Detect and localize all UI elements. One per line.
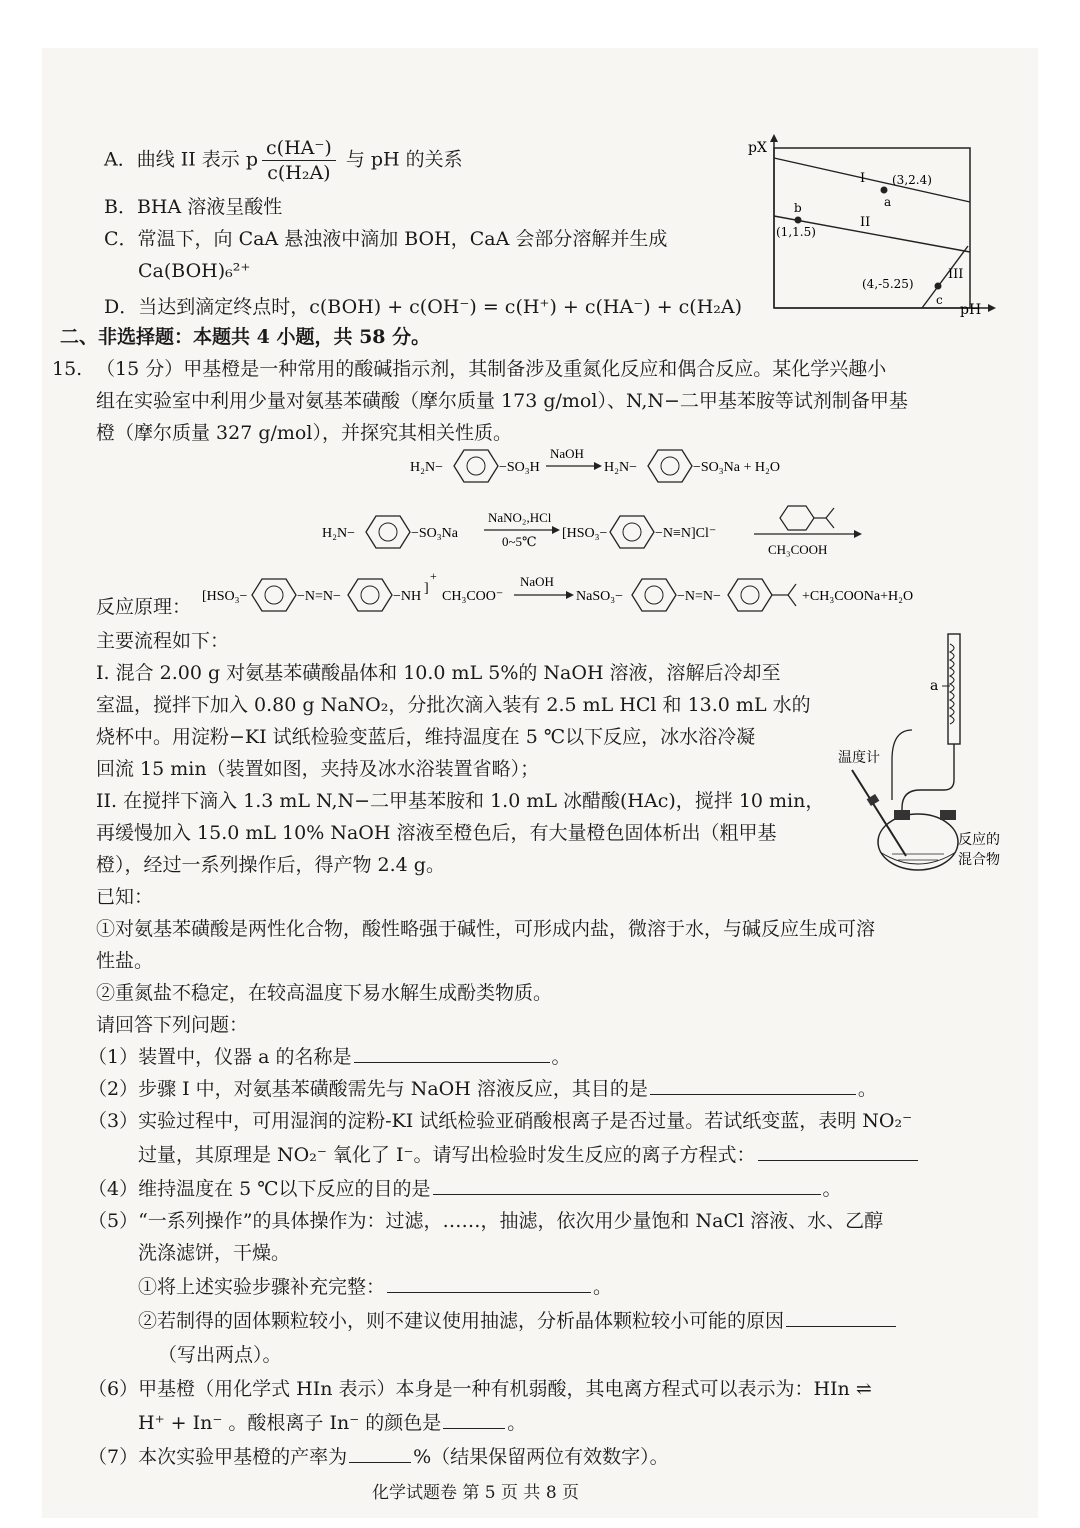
flask — [878, 814, 958, 870]
benzene-ring-inner-icon — [467, 457, 485, 475]
step2-line1: II. 在搅拌下滴入 1.3 mL N,N−二甲基苯胺和 1.0 mL 冰醋酸(HAc)，搅拌 10 min， — [96, 790, 825, 812]
question-6-line2 — [138, 1410, 526, 1436]
reaction-2 — [318, 504, 878, 560]
question-7-text: （7）本次实验甲基橙的产率为 — [88, 1446, 348, 1468]
r3-bracket: ] — [424, 581, 429, 596]
question-7 — [88, 1444, 669, 1470]
point-b-label: b — [794, 201, 802, 215]
r1-reagent: NaOH — [550, 446, 584, 461]
point-b-coord: (1,1.5) — [776, 225, 816, 239]
methyl-bond-line — [788, 595, 796, 606]
option-a — [104, 136, 463, 185]
answer-blank-6[interactable] — [443, 1410, 505, 1429]
question-4-end: 。 — [822, 1178, 842, 1200]
question-5-part2-text: ②若制得的固体颗粒较小，则不建议使用抽滤，分析晶体颗粒较小可能的原因 — [138, 1310, 785, 1332]
apparatus-label-a: a — [930, 678, 939, 694]
benzene-ring-inner-icon — [265, 586, 283, 604]
exam-page — [42, 48, 1038, 1518]
benzene-ring-icon — [454, 450, 498, 482]
benzene-ring-inner-icon — [379, 523, 397, 541]
benzene-ring-icon — [728, 579, 772, 611]
answer-blank-7[interactable] — [349, 1444, 411, 1463]
r1-right-amine: H₂N− — [604, 460, 637, 475]
question-2 — [88, 1076, 877, 1102]
option-a-prefix: A．曲线 II 表示 p — [104, 148, 259, 171]
question-3-line1: （3）实验过程中，可用湿润的淀粉-KI 试纸检验亚硝酸根离子是否过量。若试纸变蓝，表明 NO₂⁻ — [88, 1110, 913, 1132]
known-1-line1: ①对氨基苯磺酸是两性化合物，酸性略强于碱性，可形成内盐，微溶于水，与碱反应生成可溶 — [96, 918, 876, 940]
option-a-suffix: 与 pH 的关系 — [339, 148, 463, 171]
benzene-ring-inner-icon — [361, 586, 379, 604]
question-2-text: （2）步骤 I 中，对氨基苯磺酸需先与 NaOH 溶液反应，其目的是 — [88, 1078, 648, 1100]
question-5-part2 — [138, 1308, 898, 1334]
benzene-ring-icon — [252, 579, 296, 611]
point-c-coord: (4,-5.25) — [862, 277, 914, 291]
x-axis-label: pH — [960, 302, 982, 318]
point-b — [795, 217, 802, 224]
question-6-text: H⁺ + In⁻ 。酸根离子 In⁻ 的颜色是 — [138, 1412, 442, 1434]
q15-intro-3: 橙（摩尔质量 327 g/mol），并探究其相关性质。 — [96, 422, 512, 444]
flask-neck-stopper — [940, 810, 956, 820]
question-2-end: 。 — [857, 1078, 877, 1100]
benzene-ring-icon — [610, 516, 654, 548]
r3-hso3: [HSO₃− — [202, 589, 248, 604]
r1-left-amine: H₂N− — [410, 460, 443, 475]
option-c-line2: Ca(BOH)₆²⁺ — [138, 260, 251, 282]
option-d: D．当达到滴定终点时，c(BOH) + c(OH⁻) = c(H⁺) + c(HA⁻) + c(H₂A) — [104, 296, 743, 318]
q15-intro-2: 组在实验室中利用少量对氨基苯磺酸（摩尔质量 173 g/mol）、N,N−二甲基苯胺等试剂制备甲基 — [96, 390, 908, 412]
benzene-ring-inner-icon — [623, 523, 641, 541]
r3-nh: −NH — [393, 589, 422, 604]
r3-charge: + — [430, 569, 437, 583]
fraction-denominator: c(H₂A) — [267, 162, 331, 184]
fraction-numerator: c(HA⁻) — [262, 136, 336, 161]
benzene-ring-icon — [348, 579, 392, 611]
thermometer-label: 温度计 — [838, 750, 880, 766]
question-5-line1: （5）“一系列操作”的具体操作为：过滤，……，抽滤，依次用少量饱和 NaCl 溶液、水、乙醇 — [88, 1210, 884, 1232]
question-3-text: 过量，其原理是 NO₂⁻ 氧化了 I⁻。请写出检验时发生反应的离子方程式： — [138, 1144, 756, 1166]
x-axis-arrow-icon — [988, 304, 996, 312]
r2-reagent-bottom: 0~5℃ — [502, 534, 537, 549]
y-axis-arrow-icon — [770, 134, 778, 142]
px-ph-graph — [742, 132, 1002, 318]
benzene-ring-inner-icon — [645, 586, 663, 604]
benzene-ring-inner-icon — [741, 586, 759, 604]
answer-blank-2[interactable] — [650, 1076, 856, 1095]
r1-right-product: −SO₃Na + H₂O — [693, 460, 780, 475]
condenser-coil — [950, 644, 954, 724]
methyl-bond-line — [826, 518, 834, 528]
answer-blank-5b[interactable] — [786, 1308, 896, 1327]
q15-intro-1: （15 分）甲基橙是一种常用的酸碱指示剂，其制备涉及重氮化反应和偶合反应。某化学兴趣小 — [96, 358, 887, 380]
methyl-bond-line — [788, 584, 796, 595]
dimethylaniline-ring-icon — [780, 506, 814, 530]
point-a-coord: (3,2.4) — [892, 173, 932, 187]
arrow-head-icon — [594, 462, 602, 470]
question-5-line2: 洗涤滤饼，干燥。 — [138, 1242, 291, 1264]
question-1-end: 。 — [551, 1046, 571, 1068]
r1-left-sulfonic: −SO₃H — [499, 460, 540, 475]
arrow-head-icon — [552, 526, 560, 534]
answer-blank-3[interactable] — [758, 1142, 918, 1161]
known-label: 已知： — [96, 886, 154, 908]
curve-I — [774, 158, 970, 202]
question-6-end: 。 — [507, 1412, 527, 1434]
question-5-part1-text: ①将上述实验步骤补充完整： — [138, 1276, 386, 1298]
benzene-ring-icon — [648, 450, 692, 482]
question-5-part1 — [138, 1274, 612, 1300]
option-c-line1: C．常温下，向 CaA 悬浊液中滴加 BOH，CaA 会部分溶解并生成 — [104, 228, 668, 250]
step2-line3: 橙），经过一系列操作后，得产物 2.4 g。 — [96, 854, 445, 876]
question-1 — [88, 1044, 571, 1070]
point-a — [881, 187, 888, 194]
r3-byproducts: +CH₃COONa+H₂O — [802, 589, 914, 604]
r3-naso3: NaSO₃− — [576, 589, 623, 604]
mixture-label-1: 反应的 — [958, 832, 1000, 848]
arrow-head-icon — [566, 591, 574, 599]
point-a-label: a — [884, 195, 892, 209]
ask-label: 请回答下列问题： — [96, 1014, 249, 1036]
question-5-part2-note: （写出两点）。 — [158, 1344, 282, 1366]
benzene-ring-icon — [366, 516, 410, 548]
answer-blank-5a[interactable] — [387, 1274, 591, 1293]
mixture-label-2: 混合物 — [958, 852, 1000, 868]
benzene-ring-inner-icon — [661, 457, 679, 475]
flask-neck-stopper — [894, 810, 910, 820]
apparatus-figure — [832, 630, 1012, 876]
r2-left-amine: H₂N− — [322, 526, 355, 541]
reaction-1 — [402, 444, 822, 488]
r2-reagent-top: NaNO₂,HCl — [488, 510, 552, 525]
r2-diazonium-left: [HSO₃− — [562, 526, 608, 541]
r3-reagent: NaOH — [520, 574, 554, 589]
known-2: ②重氮盐不稳定，在较高温度下易水解生成酚类物质。 — [96, 982, 553, 1004]
question-7-end: %（结果保留两位有效数字）。 — [413, 1446, 669, 1468]
answer-blank-4[interactable] — [433, 1176, 821, 1195]
option-a-fraction — [262, 136, 336, 185]
r2-reagent-2: CH₃COOH — [768, 542, 828, 557]
step1-line2: 室温，搅拌下加入 0.80 g NaNO₂，分批次滴入装有 2.5 mL HCl 和 13.0 mL 水的 — [96, 694, 811, 716]
q15-number: 15. — [52, 358, 83, 380]
side-arm — [892, 730, 912, 800]
step2-line2: 再缓慢加入 15.0 mL 10% NaOH 溶液至橙色后，有大量橙色固体析出（粗甲基 — [96, 822, 777, 844]
reaction-3 — [198, 568, 998, 624]
r3-azo: −N=N− — [297, 589, 341, 604]
step1-line1: I. 混合 2.00 g 对氨基苯磺酸晶体和 10.0 mL 5%的 NaOH 溶液，溶解后冷却至 — [96, 662, 781, 684]
arrow-head-icon — [854, 530, 862, 538]
y-axis-label: pX — [748, 140, 767, 156]
known-1-line2: 性盐。 — [96, 950, 154, 972]
question-3-line2 — [138, 1142, 920, 1168]
question-6-line1: （6）甲基橙（用化学式 HIn 表示）本身是一种有机弱酸，其电离方程式可以表示为：HIn ⇌ — [88, 1378, 872, 1400]
benzene-ring-icon — [632, 579, 676, 611]
point-c-label: c — [936, 293, 943, 307]
question-5-part1-end: 。 — [593, 1276, 613, 1298]
step1-line4: 回流 15 min（装置如图，夹持及冰水浴装置省略）； — [96, 758, 540, 780]
principle-label: 反应原理： — [96, 596, 192, 618]
r2-diazonium-right: −N≡N]Cl⁻ — [655, 526, 717, 541]
section-heading: 二、非选择题：本题共 4 小题，共 58 分。 — [60, 326, 431, 348]
connector-tube — [902, 744, 954, 816]
point-c — [935, 283, 942, 290]
flow-label: 主要流程如下： — [96, 630, 230, 652]
option-b: B．BHA 溶液呈酸性 — [104, 196, 283, 218]
curve-I-label: I — [860, 171, 866, 186]
question-4 — [88, 1176, 842, 1202]
step1-line3: 烧杯中。用淀粉−KI 试纸检验变蓝后，维持温度在 5 ℃以下反应，冰水浴冷凝 — [96, 726, 756, 748]
r3-acetate: CH₃COO⁻ — [442, 589, 504, 604]
curve-II-label: II — [860, 215, 871, 230]
r3-azo-2: −N=N− — [677, 589, 721, 604]
curve-III-label: III — [948, 267, 964, 282]
r2-left-salt: −SO₃Na — [411, 526, 458, 541]
question-1-text: （1）装置中，仪器 a 的名称是 — [88, 1046, 352, 1068]
page-footer: 化学试题卷 第 5 页 共 8 页 — [372, 1483, 580, 1503]
answer-blank-1[interactable] — [354, 1044, 550, 1063]
methyl-bond-line — [826, 508, 834, 518]
question-4-text: （4）维持温度在 5 ℃以下反应的目的是 — [88, 1178, 431, 1200]
